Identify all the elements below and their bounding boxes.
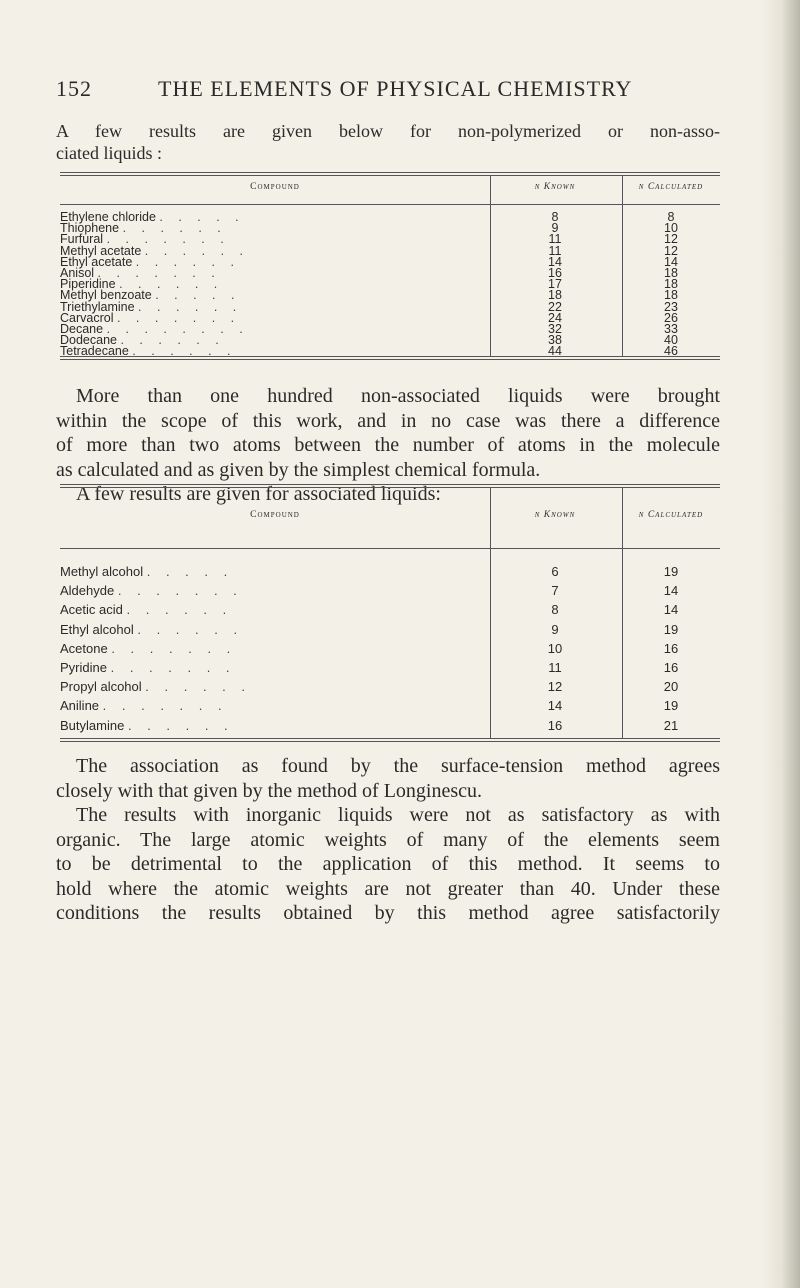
n-calculated-value: 14: [664, 254, 678, 269]
compound-label: Ethylene chloride: [60, 210, 156, 224]
text-line: as calculated and as given by the simplest chemical formula.: [56, 458, 541, 481]
page-number: 152: [56, 76, 92, 101]
text-line: hold where the atomic weights are not greater than 40. Under these: [56, 877, 720, 900]
table-row: [60, 564, 720, 581]
text-line: The results with inorganic liquids were not as satisfactory as with: [76, 804, 720, 826]
n-calculated-value: 26: [664, 310, 678, 325]
table-rule: [60, 204, 720, 205]
table-rule: [60, 356, 720, 357]
dot-leader: . . . . . . .: [117, 583, 243, 599]
n-known-value: 16: [548, 266, 562, 280]
compound-name: [60, 622, 360, 637]
n-calculated-value: 18: [664, 277, 678, 292]
text-line: closely with that given by the method of Longinescu.: [56, 779, 483, 802]
compound-name: [60, 679, 360, 694]
table-row: [60, 583, 720, 600]
text-line: ciated liquids :: [56, 143, 162, 163]
header-n-known: n Known: [534, 182, 576, 192]
dot-leader: . . . . .: [159, 210, 245, 224]
table-row: [60, 622, 720, 639]
table-rule: [60, 484, 720, 485]
table-row: [60, 602, 720, 619]
dot-leader: . . . . . .: [119, 277, 224, 292]
n-known-value: 11: [548, 660, 562, 675]
dot-leader: . . . . . .: [120, 333, 225, 348]
text-line: The association as found by the surface-tension method agrees: [76, 755, 720, 777]
dot-leader: . . . . . . . .: [106, 322, 249, 336]
dot-leader: . . . . .: [146, 564, 234, 579]
n-known-value: 6: [551, 564, 559, 579]
compound-name: [60, 698, 360, 713]
n-calculated-value: 19: [663, 564, 679, 579]
dot-leader: . . . . . .: [122, 221, 227, 236]
n-calculated-value: 19: [663, 621, 679, 637]
compound-label: Furfural: [60, 232, 104, 247]
table-row: [60, 641, 720, 658]
n-calculated-value: 8: [667, 210, 675, 224]
compound-label: Triethylamine: [60, 299, 135, 314]
header-n-known: n Known: [534, 510, 576, 520]
n-known-value: 17: [548, 277, 562, 292]
table-rule: [60, 738, 720, 739]
n-calculated-value: 21: [663, 717, 679, 733]
n-calculated-value: 16: [663, 660, 679, 675]
compound-label: Aldehyde: [60, 583, 115, 599]
associated-liquids-table: [60, 484, 720, 742]
table-rule: [60, 548, 720, 549]
text-line: to be detrimental to the application of this method. It seems to: [56, 853, 720, 875]
compound-label: Butylamine: [60, 717, 125, 733]
n-calculated-value: 20: [663, 679, 679, 695]
table-rule: [60, 359, 720, 360]
text-line: More than one hundred non-associated liquids were brought: [76, 385, 720, 407]
n-known-value: 44: [548, 344, 562, 359]
n-calculated-value: 14: [663, 583, 679, 599]
dot-leader: . . . . . .: [132, 344, 237, 359]
compound-label: Piperidine: [60, 277, 116, 292]
compound-name: [60, 602, 360, 617]
n-known-value: 8: [551, 210, 559, 224]
n-calculated-value: 40: [664, 333, 678, 348]
text-line: conditions the results obtained by this method agree satisfactorily: [56, 902, 720, 924]
n-calculated-value: 14: [663, 602, 679, 618]
compound-label: Pyridine: [60, 660, 107, 675]
n-calculated-value: 16: [663, 640, 679, 656]
dot-leader: . . . . . . .: [116, 310, 241, 325]
dot-leader: . . . . . . .: [110, 660, 236, 675]
closing-paragraph: [56, 754, 720, 926]
compound-name: [60, 583, 360, 598]
n-known-value: 18: [548, 288, 562, 303]
non-associated-liquids-table: [60, 172, 720, 360]
n-known-value: 32: [548, 322, 562, 336]
n-calculated-value: 12: [664, 243, 678, 258]
dot-leader: . . . . . .: [135, 254, 240, 269]
n-known-value: 14: [548, 254, 562, 269]
header-compound: Compound: [250, 182, 300, 192]
compound-label: Anisol: [60, 266, 95, 280]
n-known-value: 11: [548, 243, 562, 258]
header-compound: Compound: [250, 510, 300, 520]
compound-label: Methyl alcohol: [60, 564, 144, 579]
compound-label: Acetic acid: [60, 602, 123, 618]
table-row: [60, 698, 720, 715]
intro-paragraph: [56, 120, 720, 164]
n-known-value: 16: [547, 717, 563, 733]
n-known-value: 7: [551, 583, 559, 599]
compound-label: Dodecane: [60, 333, 117, 348]
n-calculated-value: 12: [664, 232, 678, 247]
dot-leader: . . . . . .: [127, 717, 234, 733]
table-rule: [60, 172, 720, 173]
dot-leader: . . . . . .: [138, 299, 243, 314]
compound-name: [60, 641, 360, 656]
n-known-value: 24: [548, 310, 562, 325]
compound-label: Tetradecane: [60, 344, 129, 359]
compound-label: Methyl acetate: [60, 243, 142, 258]
table-row: [60, 718, 720, 735]
n-known-value: 8: [551, 602, 559, 618]
table-row: [60, 660, 720, 677]
table-rule: [60, 175, 720, 176]
running-title: THE ELEMENTS OF PHYSICAL CHEMISTRY: [158, 76, 633, 101]
compound-label: Aniline: [60, 698, 100, 714]
n-known-value: 11: [548, 232, 562, 247]
text-line: A few results are given for associated liquids:: [76, 483, 441, 505]
compound-name: [60, 660, 360, 675]
n-known-value: 22: [548, 299, 562, 314]
dot-leader: . . . . . . .: [111, 640, 237, 656]
compound-name: [60, 564, 360, 579]
dot-leader: . . . . . . .: [102, 698, 228, 714]
text-line: of more than two atoms between the number of atoms in the molecule: [56, 434, 720, 456]
n-known-value: 38: [548, 333, 562, 348]
text-line: organic. The large atomic weights of many of the elements seem: [56, 828, 720, 851]
dot-leader: . . . . . .: [144, 243, 249, 258]
dot-leader: . . . . . . .: [97, 266, 221, 280]
n-known-value: 10: [547, 640, 563, 656]
compound-label: Acetone: [60, 640, 108, 656]
n-known-value: 9: [551, 221, 559, 236]
header-n-calculated: n Calculated: [638, 510, 704, 520]
n-calculated-value: 10: [664, 221, 678, 236]
dot-leader: . . . . . .: [145, 679, 252, 695]
text-line: within the scope of this work, and in no case was there a difference: [56, 409, 720, 432]
compound-label: Methyl benzoate: [60, 288, 152, 303]
compound-label: Ethyl alcohol: [60, 621, 134, 637]
page-edge-shadow: [762, 0, 800, 1288]
n-calculated-value: 18: [664, 266, 678, 280]
dot-leader: . . . . . . .: [106, 232, 230, 247]
table-rule: [60, 487, 720, 488]
header-n-calculated: n Calculated: [638, 182, 704, 192]
compound-name: [60, 718, 360, 733]
text-line: A few results are given below for non-polymerized or non-asso-: [56, 121, 720, 141]
n-known-value: 9: [551, 621, 559, 637]
dot-leader: . . . . .: [155, 288, 241, 303]
table-row: [60, 679, 720, 696]
compound-label: Carvacrol: [60, 310, 114, 325]
compound-label: Thiophene: [60, 221, 120, 236]
n-calculated-value: 23: [664, 299, 678, 314]
dot-leader: . . . . . .: [126, 602, 233, 618]
dot-leader: . . . . . .: [137, 621, 244, 637]
n-calculated-value: 33: [664, 322, 678, 336]
n-known-value: 12: [547, 679, 563, 695]
compound-label: Propyl alcohol: [60, 679, 142, 695]
page-header: [56, 76, 712, 108]
compound-label: Ethyl acetate: [60, 254, 133, 269]
n-calculated-value: 18: [664, 288, 678, 303]
table-rule: [60, 741, 720, 742]
n-calculated-value: 46: [664, 344, 678, 359]
compound-label: Decane: [60, 322, 104, 336]
n-known-value: 14: [547, 698, 563, 714]
n-calculated-value: 19: [663, 698, 679, 714]
